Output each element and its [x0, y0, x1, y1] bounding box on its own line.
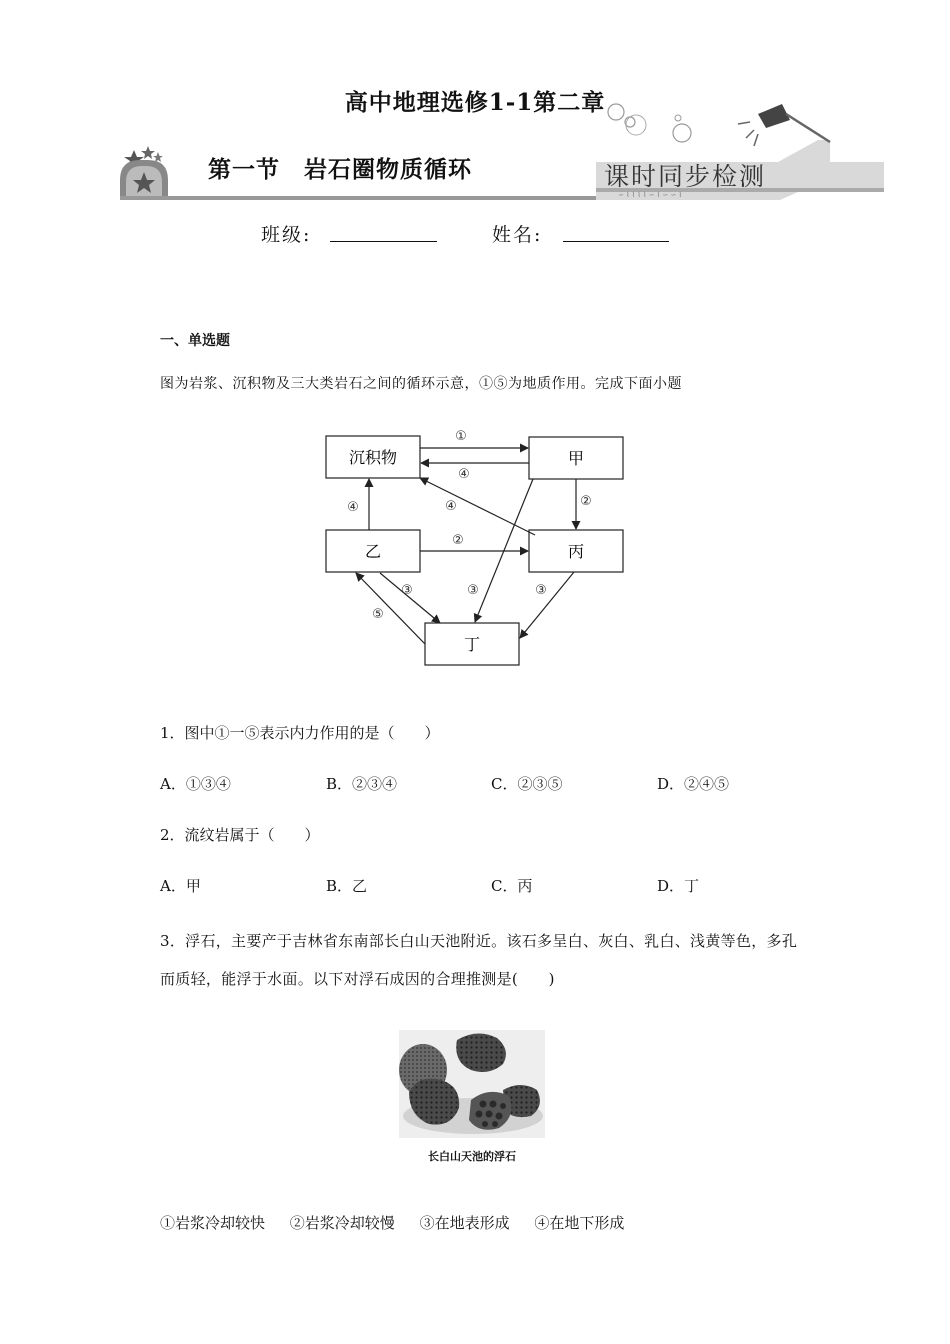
q2-option-b[interactable]: B．乙: [326, 877, 368, 895]
statement-4: ④在地下形成: [534, 1214, 625, 1232]
node-bing: [529, 530, 623, 572]
photo-caption: 长白山天池的浮石: [428, 1150, 516, 1163]
label-bing-to-sed: ④: [445, 499, 457, 514]
pumice-photo: [399, 1030, 545, 1138]
intro-text: 图为岩浆、沉积物及三大类岩石之间的循环示意，①⑤为地质作用。完成下面小题: [160, 376, 682, 392]
label-sed-to-jia: ①: [455, 429, 467, 444]
section-title: 第一节 岩石圈物质循环: [208, 156, 472, 183]
node-yi-label: 乙: [364, 542, 382, 561]
q2-option-a[interactable]: A．甲: [160, 877, 201, 895]
class-label: 班级:: [261, 224, 312, 246]
label-jia-to-bing: ②: [580, 494, 592, 509]
q3-statements: [160, 1212, 644, 1233]
statement-1: ①岩浆冷却较快: [160, 1214, 266, 1232]
node-sediment: [326, 436, 420, 478]
label-bing-to-ding: ③: [535, 583, 547, 598]
node-yi: [326, 530, 420, 572]
node-sediment-label: 沉积物: [348, 448, 398, 467]
arrow-bing-to-ding: [520, 572, 574, 638]
q2-option-d[interactable]: D．丁: [657, 877, 700, 895]
q1-option-b[interactable]: B．②③④: [326, 775, 398, 793]
q2-option-c[interactable]: C．丙: [491, 877, 533, 895]
arrow-bing-to-sed: [420, 478, 535, 535]
q1-option-a[interactable]: A．①③④: [160, 775, 231, 793]
rock-cycle-diagram: [310, 420, 640, 680]
star-emblem-icon: [120, 146, 168, 200]
class-field[interactable]: [330, 241, 437, 242]
label-yi-to-ding: ③: [401, 583, 413, 598]
arrow-yi-to-ding: [380, 573, 440, 623]
label-yi-to-sed: ④: [347, 500, 359, 515]
label-ding-to-yi: ⑤: [372, 607, 384, 622]
section-heading: 一、单选题: [160, 333, 230, 349]
node-jia: [529, 437, 623, 479]
name-field[interactable]: [563, 241, 669, 242]
q1-option-d[interactable]: D．②④⑤: [657, 775, 730, 793]
node-ding-label: 丁: [463, 635, 481, 654]
name-label: 姓名:: [492, 224, 543, 246]
page-title: 高中地理选修1-1第二章: [344, 89, 606, 116]
arrow-ding-to-yi: [356, 573, 425, 644]
svg-text:∽ ⌇ ⌇ ⌇ ⌇ ∽ ⌇ ∽ ∽ ⌇: ∽ ⌇ ⌇ ⌇ ⌇ ∽ ⌇ ∽ ∽ ⌇: [618, 191, 682, 199]
label-jia-to-ding: ③: [467, 583, 479, 598]
question-1-stem: 1．图中①一⑤表示内力作用的是（ ）: [160, 724, 440, 742]
node-jia-label: 甲: [567, 449, 585, 468]
question-3-stem: 3．浮石，主要产于吉林省东南部长白山天池附近。该石多呈白、灰白、乳白、浅黄等色，多孔而质轻，能浮于水面。以下对浮石成因的合理推测是( ): [160, 932, 798, 988]
q1-option-c[interactable]: C．②③⑤: [491, 775, 563, 793]
label-yi-to-bing: ②: [452, 533, 464, 548]
statement-2: ②岩浆冷却较慢: [289, 1214, 395, 1232]
label-jia-to-sed: ④: [458, 467, 470, 482]
node-ding: [425, 623, 519, 665]
sync-test-badge: 课时同步检测: [604, 162, 767, 191]
desk-lamp-icon: [738, 104, 830, 146]
statement-3: ③在地表形成: [419, 1214, 510, 1232]
bubble-icon: [608, 104, 624, 120]
question-2-stem: 2．流纹岩属于（ ）: [160, 826, 320, 844]
node-bing-label: 丙: [567, 542, 585, 561]
